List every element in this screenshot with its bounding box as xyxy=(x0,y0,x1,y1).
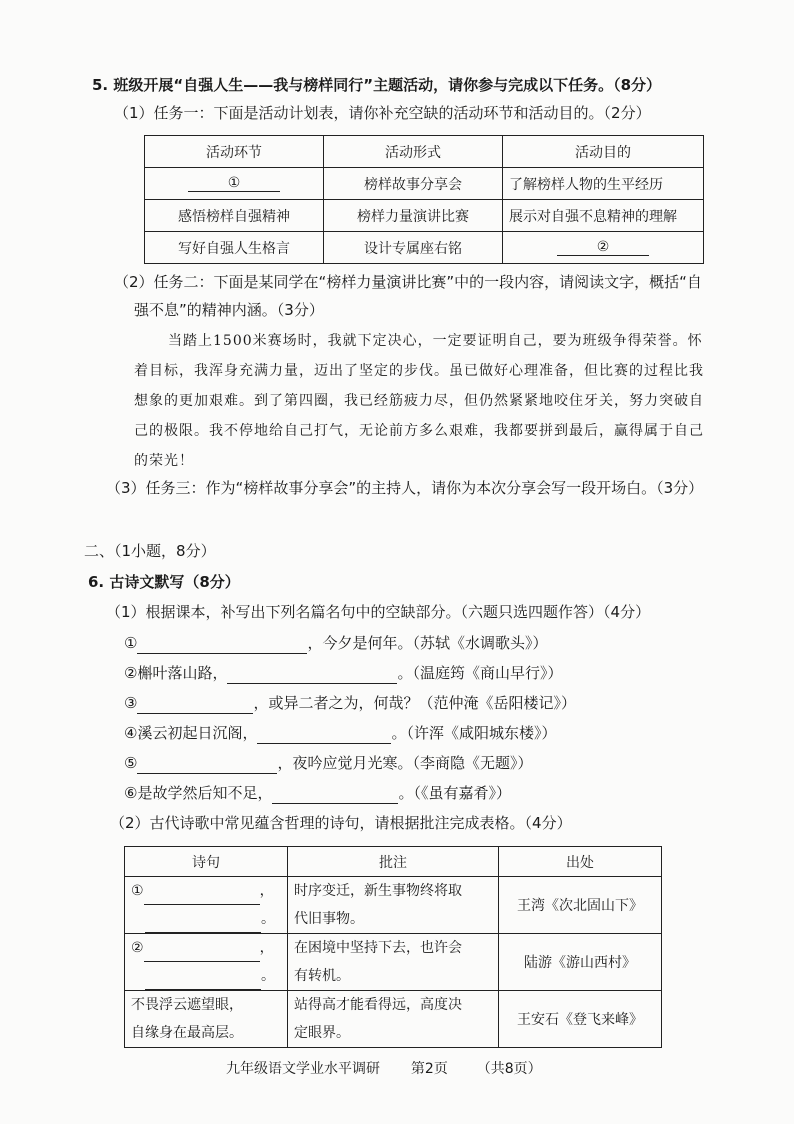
note-cell-1: 时序变迁，新生事物终将取 代旧事物。 xyxy=(288,877,499,934)
recite-item-3: ③ ，或异二者之为，何哉？（范仲淹《岳阳楼记》） xyxy=(124,694,576,712)
footer-exam-name: 九年级语文学业水平调研 xyxy=(226,1061,380,1077)
q5-task3: （3）任务三：作为“榜样故事分享会”的主持人，请你为本次分享会写一段开场白。（3分） xyxy=(106,479,704,497)
q5-task2-line2: 强不息”的精神内涵。（3分） xyxy=(134,301,324,319)
header-activity-purpose: 活动目的 xyxy=(503,136,704,168)
header-poem: 诗句 xyxy=(125,847,288,877)
page-footer xyxy=(226,1058,542,1078)
poem-cell-3: 不畏浮云遮望眼， 自缘身在最高层。 xyxy=(125,991,288,1048)
recite-blank-5[interactable] xyxy=(137,773,277,774)
note-cell-3: 站得高才能看得远，高度决 定眼界。 xyxy=(288,991,499,1048)
q6-part1: （1）根据课本，补写出下列名篇名句中的空缺部分。（六题只选四题作答）（4分） xyxy=(106,603,651,621)
header-note: 批注 xyxy=(288,847,499,877)
header-source: 出处 xyxy=(499,847,662,877)
header-activity-stage: 活动环节 xyxy=(145,136,324,168)
note-cell-2: 在困境中坚持下去，也许会 有转机。 xyxy=(288,934,499,991)
poem-cell-2[interactable]: ② ， 。 xyxy=(125,934,288,991)
header-activity-form: 活动形式 xyxy=(324,136,503,168)
footer-total-pages: （共8页） xyxy=(476,1061,542,1077)
recite-item-6: ⑥是故学然后知不足， 。（《虽有嘉肴》） xyxy=(124,784,511,802)
source-cell-1: 王湾《次北固山下》 xyxy=(499,877,662,934)
recite-item-5: ⑤ ，夜吟应觉月光寒。（李商隐《无题》） xyxy=(124,754,533,772)
cell-purpose-1: 了解榜样人物的生平经历 xyxy=(503,168,704,200)
recite-blank-4[interactable] xyxy=(257,743,391,744)
footer-page-number: 第2页 xyxy=(410,1061,448,1077)
cell-stage-3: 写好自强人生格言 xyxy=(145,232,324,264)
cell-stage-2: 感悟榜样自强精神 xyxy=(145,200,324,232)
cell-form-3: 设计专属座右铭 xyxy=(324,232,503,264)
section-2-heading: 二、（1小题，8分） xyxy=(84,542,216,560)
recite-blank-3[interactable] xyxy=(137,713,253,714)
q5-title: 5. 班级开展“自强人生——我与榜样同行”主题活动，请你参与完成以下任务。（8分） xyxy=(92,76,662,94)
recite-item-1: ① ，今夕是何年。（苏轼《水调歌头》） xyxy=(124,634,548,652)
q6-title: 6. 古诗文默写（8分） xyxy=(88,573,240,591)
q6-part2: （2）古代诗歌中常见蕴含哲理的诗句，请根据批注完成表格。（4分） xyxy=(110,814,572,832)
blank-1-cell[interactable]: ① xyxy=(145,168,324,200)
recite-blank-1[interactable] xyxy=(137,653,307,654)
cell-form-2: 榜样力量演讲比赛 xyxy=(324,200,503,232)
cell-purpose-2: 展示对自强不息精神的理解 xyxy=(503,200,704,232)
q5-task1: （1）任务一：下面是活动计划表，请你补充空缺的活动环节和活动目的。（2分） xyxy=(114,104,651,122)
blank-2-cell[interactable]: ② xyxy=(503,232,704,264)
source-cell-2: 陆游《游山西村》 xyxy=(499,934,662,991)
recite-blank-2[interactable] xyxy=(227,683,397,684)
activity-plan-table xyxy=(144,135,704,264)
cell-form-1: 榜样故事分享会 xyxy=(324,168,503,200)
recite-item-4: ④溪云初起日沉阁， 。（许浑《咸阳城东楼》） xyxy=(124,724,557,742)
recite-item-2: ②槲叶落山路， 。（温庭筠《商山早行》） xyxy=(124,664,563,682)
speech-passage: 当踏上1500米赛场时，我就下定决心，一定要证明自己，要为班级争得荣誉。怀着目标，我浑身充满力量，迈出了坚定的步伐。虽已做好心理准备，但比赛的过程比我想象的更加艰难。到了第四圈，我已经筋疲力尽，但仍然紧紧地咬住牙关，努力突破自己的极限。我不停地给自己打气，无论前方多么艰难，我都要拼到最后，赢得属于自己的荣光！ xyxy=(134,333,704,469)
q5-task2-line1: （2）任务二：下面是某同学在“榜样力量演讲比赛”中的一段内容，请阅读文字，概括“自 xyxy=(114,273,702,291)
recite-blank-6[interactable] xyxy=(272,803,398,804)
source-cell-3: 王安石《登飞来峰》 xyxy=(499,991,662,1048)
poem-philosophy-table xyxy=(124,846,662,1048)
poem-cell-1[interactable]: ① ， 。 xyxy=(125,877,288,934)
